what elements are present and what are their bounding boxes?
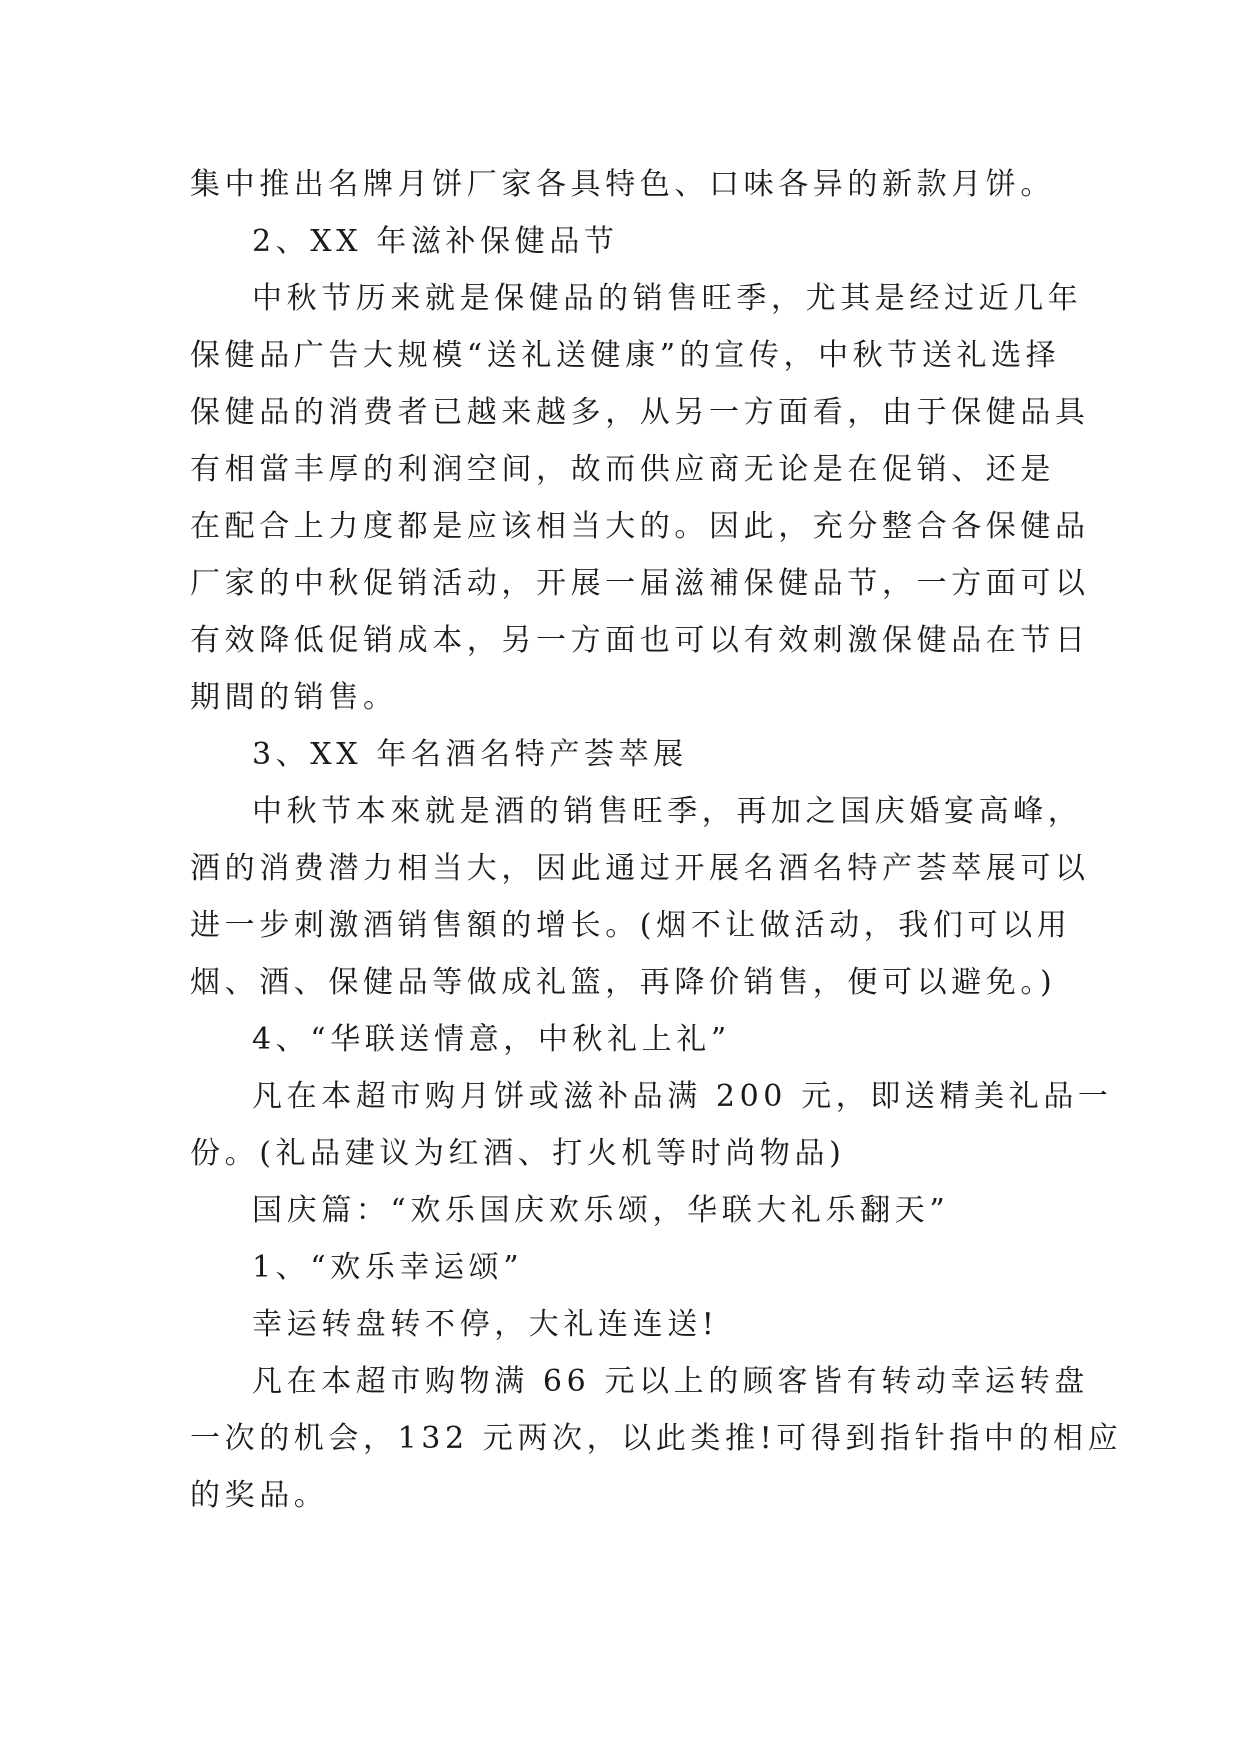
text-line: 的奖品。: [190, 1478, 329, 1513]
section-heading: 1、“欢乐幸运颂”: [252, 1250, 524, 1285]
text-line: 有效降低促销成本，另一方面也可以有效刺激保健品在节日: [190, 623, 1090, 658]
section-heading: 4、“华联送情意，中秋礼上礼”: [252, 1022, 731, 1057]
text-line: 保健品的消费者已越来越多，从另一方面看，由于保健品具: [190, 395, 1090, 430]
text-line: 期間的销售。: [190, 680, 398, 715]
text-line: 凡在本超市购月饼或滋补品满 200 元，即送精美礼品一: [252, 1079, 1113, 1114]
text-line: 凡在本超市购物满 66 元以上的顾客皆有转动幸运转盘: [252, 1364, 1089, 1399]
text-line: 中秋节历来就是保健品的销售旺季，尤其是经过近几年: [252, 281, 1083, 316]
text-line: 集中推出名牌月饼厂家各具特色、口味各异的新款月饼。: [190, 167, 1055, 202]
text-line: 厂家的中秋促销活动，开展一届滋補保健品节，一方面可以: [190, 566, 1090, 601]
text-line: 中秋节本來就是酒的销售旺季，再加之国庆婚宴高峰，: [252, 794, 1083, 829]
text-line: 幸运转盘转不停，大礼连连送!: [252, 1307, 719, 1342]
text-line: 一次的机会，132 元两次，以此类推!可得到指针指中的相应: [190, 1421, 1123, 1456]
section-heading: 2、XX 年滋补保健品节: [252, 224, 619, 259]
text-line: 在配合上力度都是应该相当大的。因此，充分整合各保健品: [190, 509, 1090, 544]
text-line: 进一步刺激酒销售額的增长。(烟不让做活动，我们可以用: [190, 908, 1072, 943]
section-heading: 3、XX 年名酒名特产荟萃展: [252, 737, 688, 772]
text-line: 保健品广告大规模“送礼送健康”的宣传，中秋节送礼选择: [190, 338, 1061, 373]
text-line: 烟、酒、保健品等做成礼篮，再降价销售，便可以避免。): [190, 965, 1057, 1000]
text-line: 酒的消费潜力相当大，因此通过开展名酒名特产荟萃展可以: [190, 851, 1090, 886]
text-line: 有相當丰厚的利润空间，故而供应商无论是在促销、还是: [190, 452, 1055, 487]
section-heading: 国庆篇：“欢乐国庆欢乐颂，华联大礼乐翻天”: [252, 1193, 950, 1228]
text-line: 份。(礼品建议为红酒、打火机等时尚物品): [190, 1136, 846, 1171]
